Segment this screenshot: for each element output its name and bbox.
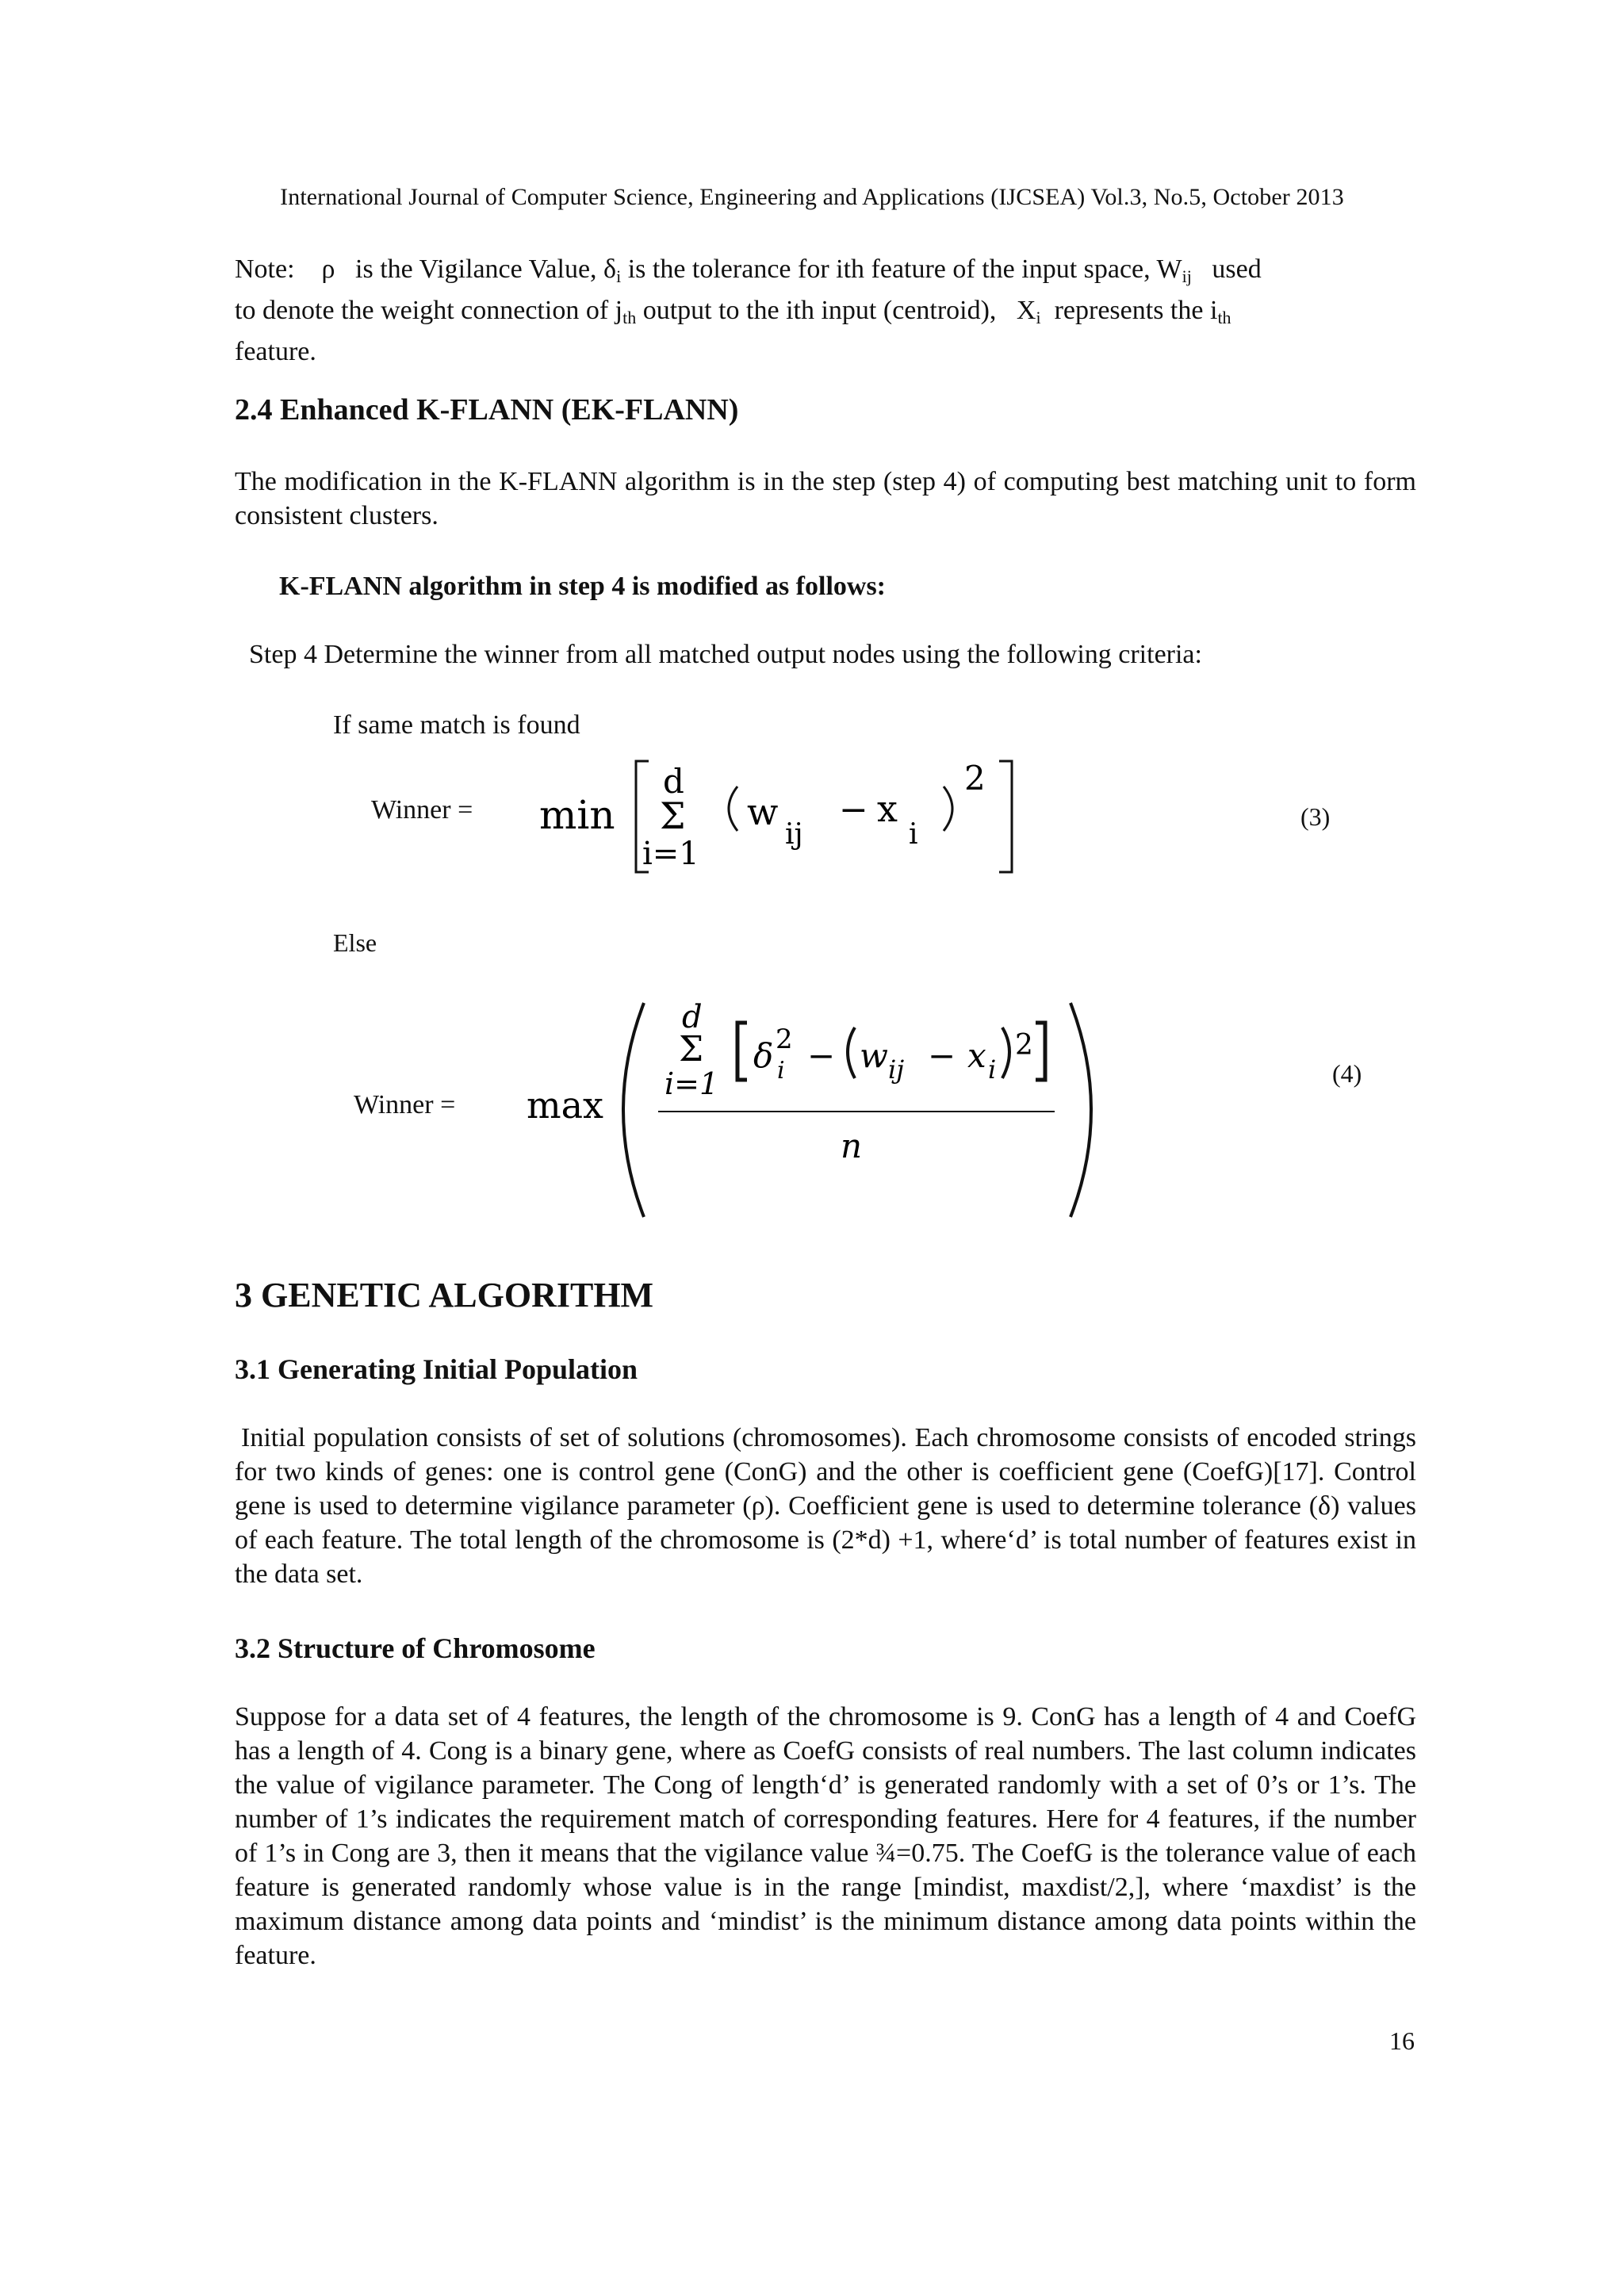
eq3-right-paren xyxy=(944,786,952,831)
eq4-inner-right-paren xyxy=(1002,1027,1009,1078)
delta-symbol: δ xyxy=(603,254,617,284)
eq3-w-subscript: ij xyxy=(785,818,803,851)
eq4-sigma: Σ xyxy=(679,1029,704,1070)
eq4-delta-subscript: i xyxy=(777,1057,785,1085)
x-subscript: i xyxy=(1036,308,1041,327)
modified-step-title: K-FLANN algorithm in step 4 is modified as follows: xyxy=(279,572,886,601)
equation-4 xyxy=(515,991,1174,1229)
eq3-lower-limit: i=1 xyxy=(642,836,699,872)
running-header: International Journal of Computer Science, Engineering and Applications (IJCSEA) Vol.3, No.5, October 2013 xyxy=(280,184,1344,210)
eq4-inner-left-paren xyxy=(848,1027,855,1078)
section-3-1-heading: 3.1 Generating Initial Population xyxy=(235,1353,638,1385)
section-3-2-heading: 3.2 Structure of Chromosome xyxy=(235,1632,596,1664)
note-text-7: feature. xyxy=(235,337,316,366)
eq4-w-subscript: ij xyxy=(888,1054,905,1085)
note-text-2: is the tolerance for ith feature of the input space, xyxy=(627,254,1151,284)
w-subscript: ij xyxy=(1182,266,1192,286)
winner-label-2: Winner = xyxy=(354,1090,456,1119)
note-text-6: represents the xyxy=(1054,296,1204,325)
eq4-upper-limit: d xyxy=(682,999,703,1035)
eq4-lower-limit: i=1 xyxy=(665,1066,719,1101)
eq4-inner-right-bracket xyxy=(1036,1023,1045,1080)
eq3-x: x xyxy=(877,787,898,830)
section-3-2-paragraph: Suppose for a data set of 4 features, the length of the chromosome is 9. ConG has a length of 4 and CoefG has a length of 4. Cong is a binary gene, where as CoefG consists of real numbers. The last column indicates the value of vigilance parameter. The Cong of length‘d’ is generated randomly with a set of 0’s or 1’s. The number of 1’s indicates the requirement match of corresponding features. Here for 4 features, if the number of 1’s in Cong are 3, then it means that the vigilance value ¾=0.75. The CoefG is the tolerance value of each feature is generated randomly whose value is in the range [mindist, maxdist/2,], where ‘maxdist’ is the maximum distance among data points and ‘mindist’ is the minimum distance among data points within the feature. xyxy=(235,1702,1416,1970)
eq3-x-subscript: i xyxy=(909,818,918,851)
eq3-minus: − xyxy=(839,790,868,830)
equation-3 xyxy=(523,745,1126,888)
section-2-4-heading: 2.4 Enhanced K-FLANN (EK-FLANN) xyxy=(235,393,739,427)
page-number: 16 xyxy=(1389,2026,1415,2055)
eq3-sigma: Σ xyxy=(660,794,686,837)
eq4-power: 2 xyxy=(1015,1029,1033,1062)
eq3-upper-limit: d xyxy=(663,762,684,801)
x-symbol: X xyxy=(1016,296,1036,325)
eq4-delta-superscript: 2 xyxy=(776,1024,793,1055)
eq3-power: 2 xyxy=(964,759,986,798)
eq4-minus-1: − xyxy=(807,1036,836,1075)
i-symbol: i xyxy=(1209,296,1218,325)
w-symbol: W xyxy=(1156,254,1182,284)
eq4-max-operator: max xyxy=(527,1084,603,1127)
equation-3-number: (3) xyxy=(1300,802,1331,831)
rho-symbol: ρ xyxy=(321,254,335,284)
section-2-4-paragraph: The modification in the K-FLANN algorithm is in the step (step 4) of computing best matching unit to form consistent clusters. xyxy=(235,467,1416,530)
winner-label-1: Winner = xyxy=(371,795,473,825)
eq4-x-subscript: i xyxy=(988,1054,997,1085)
note-text-1: is the Vigilance Value, xyxy=(355,254,597,284)
note-text-5: output to the ith input (centroid), xyxy=(642,296,997,325)
delta-subscript: i xyxy=(616,266,622,286)
note-text-3: used xyxy=(1212,254,1262,284)
note-prefix: Note: xyxy=(235,254,295,284)
eq4-right-paren xyxy=(1071,1003,1091,1217)
j-symbol: j xyxy=(615,296,623,325)
eq3-right-bracket xyxy=(999,761,1012,872)
step-4-text: Step 4 Determine the winner from all matched output nodes using the following criteria: xyxy=(249,640,1202,669)
j-subscript: th xyxy=(622,308,637,327)
else-text: Else xyxy=(333,928,377,957)
note-paragraph xyxy=(235,252,1416,369)
section-3-heading: 3 GENETIC ALGORITHM xyxy=(235,1276,654,1314)
eq4-x: x xyxy=(967,1036,986,1075)
if-same-match-text: If same match is found xyxy=(333,710,580,740)
eq3-min-operator: min xyxy=(539,792,615,838)
eq4-w: w xyxy=(860,1036,888,1075)
eq4-inner-left-bracket xyxy=(737,1023,747,1080)
section-3-1-paragraph: Initial population consists of set of solutions (chromosomes). Each chromosome consists of encoded strings for two kinds of genes: one is control gene (ConG) and the other is coefficient gene (CoefG)[17]. Control gene is used to determine vigilance parameter (ρ). Coefficient gene is used to determine tolerance (δ) values of each feature. The total length of the chromosome is (2*d) +1, where‘d’ is total number of features exist in the data set. xyxy=(235,1423,1416,1589)
eq4-denominator: n xyxy=(841,1127,863,1165)
eq3-left-paren xyxy=(729,786,737,831)
eq4-delta: δ xyxy=(753,1036,774,1075)
eq3-w: w xyxy=(747,790,779,833)
i-subscript: th xyxy=(1217,308,1231,327)
note-text-4: to denote the weight connection of xyxy=(235,296,609,325)
eq4-left-paren xyxy=(623,1003,644,1217)
eq4-minus-2: − xyxy=(928,1036,956,1075)
equation-4-number: (4) xyxy=(1332,1059,1362,1088)
